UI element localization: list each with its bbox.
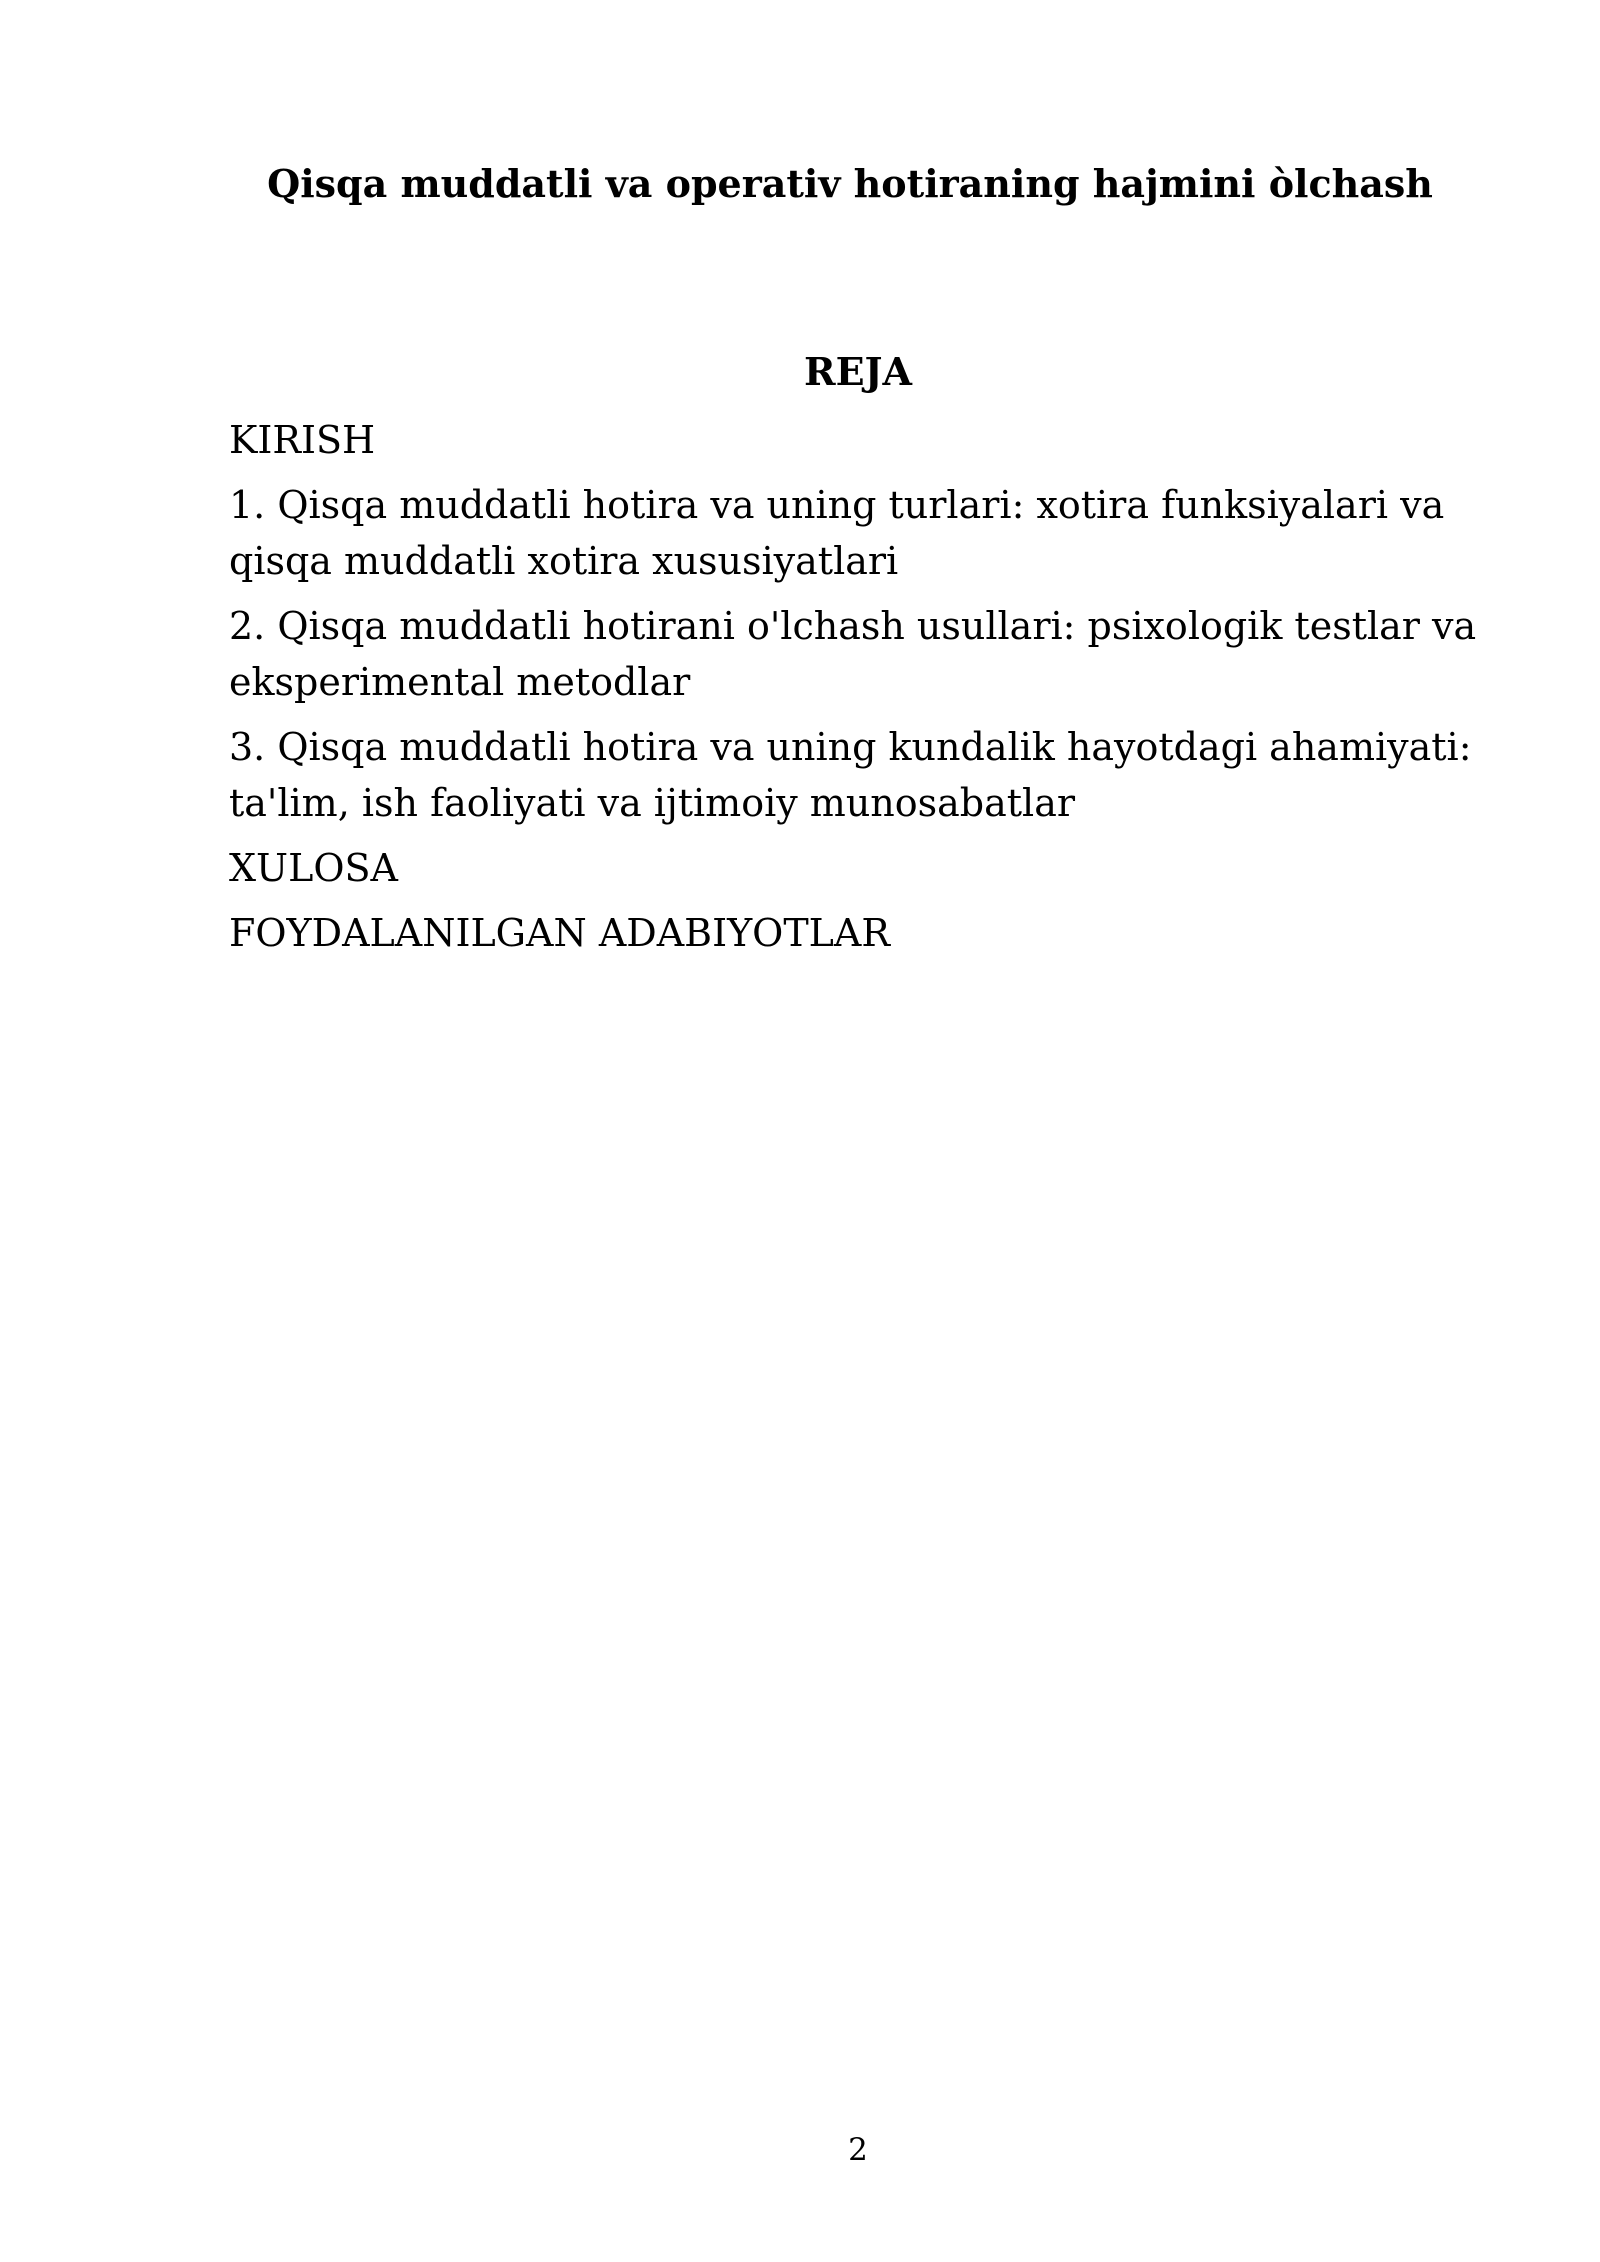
plan-heading: REJA <box>803 349 912 394</box>
plan-item-3: 3. Qisqa muddatli hotira va uning kundalik hayotdagi ahamiyati: ta'lim, ish faoliyati va ijtimoiy munosabatlar <box>229 725 1472 825</box>
plan-item-conclusion: XULOSA <box>229 846 398 890</box>
plan-item-intro: KIRISH <box>229 418 376 462</box>
page-title: Qisqa muddatli va operativ hotiraning hajmini òlchash <box>267 161 1433 206</box>
page-number: 2 <box>848 2132 868 2168</box>
plan-item-2: 2. Qisqa muddatli hotirani o'lchash usullari: psixologik testlar va eksperimental metodlar <box>229 604 1477 704</box>
plan-item-references: FOYDALANILGAN ADABIYOTLAR <box>229 911 890 955</box>
plan-item-1: 1. Qisqa muddatli hotira va uning turlari: xotira funksiyalari va qisqa muddatli xotira xususiyatlari <box>229 483 1445 583</box>
plan-list <box>229 412 1489 970</box>
